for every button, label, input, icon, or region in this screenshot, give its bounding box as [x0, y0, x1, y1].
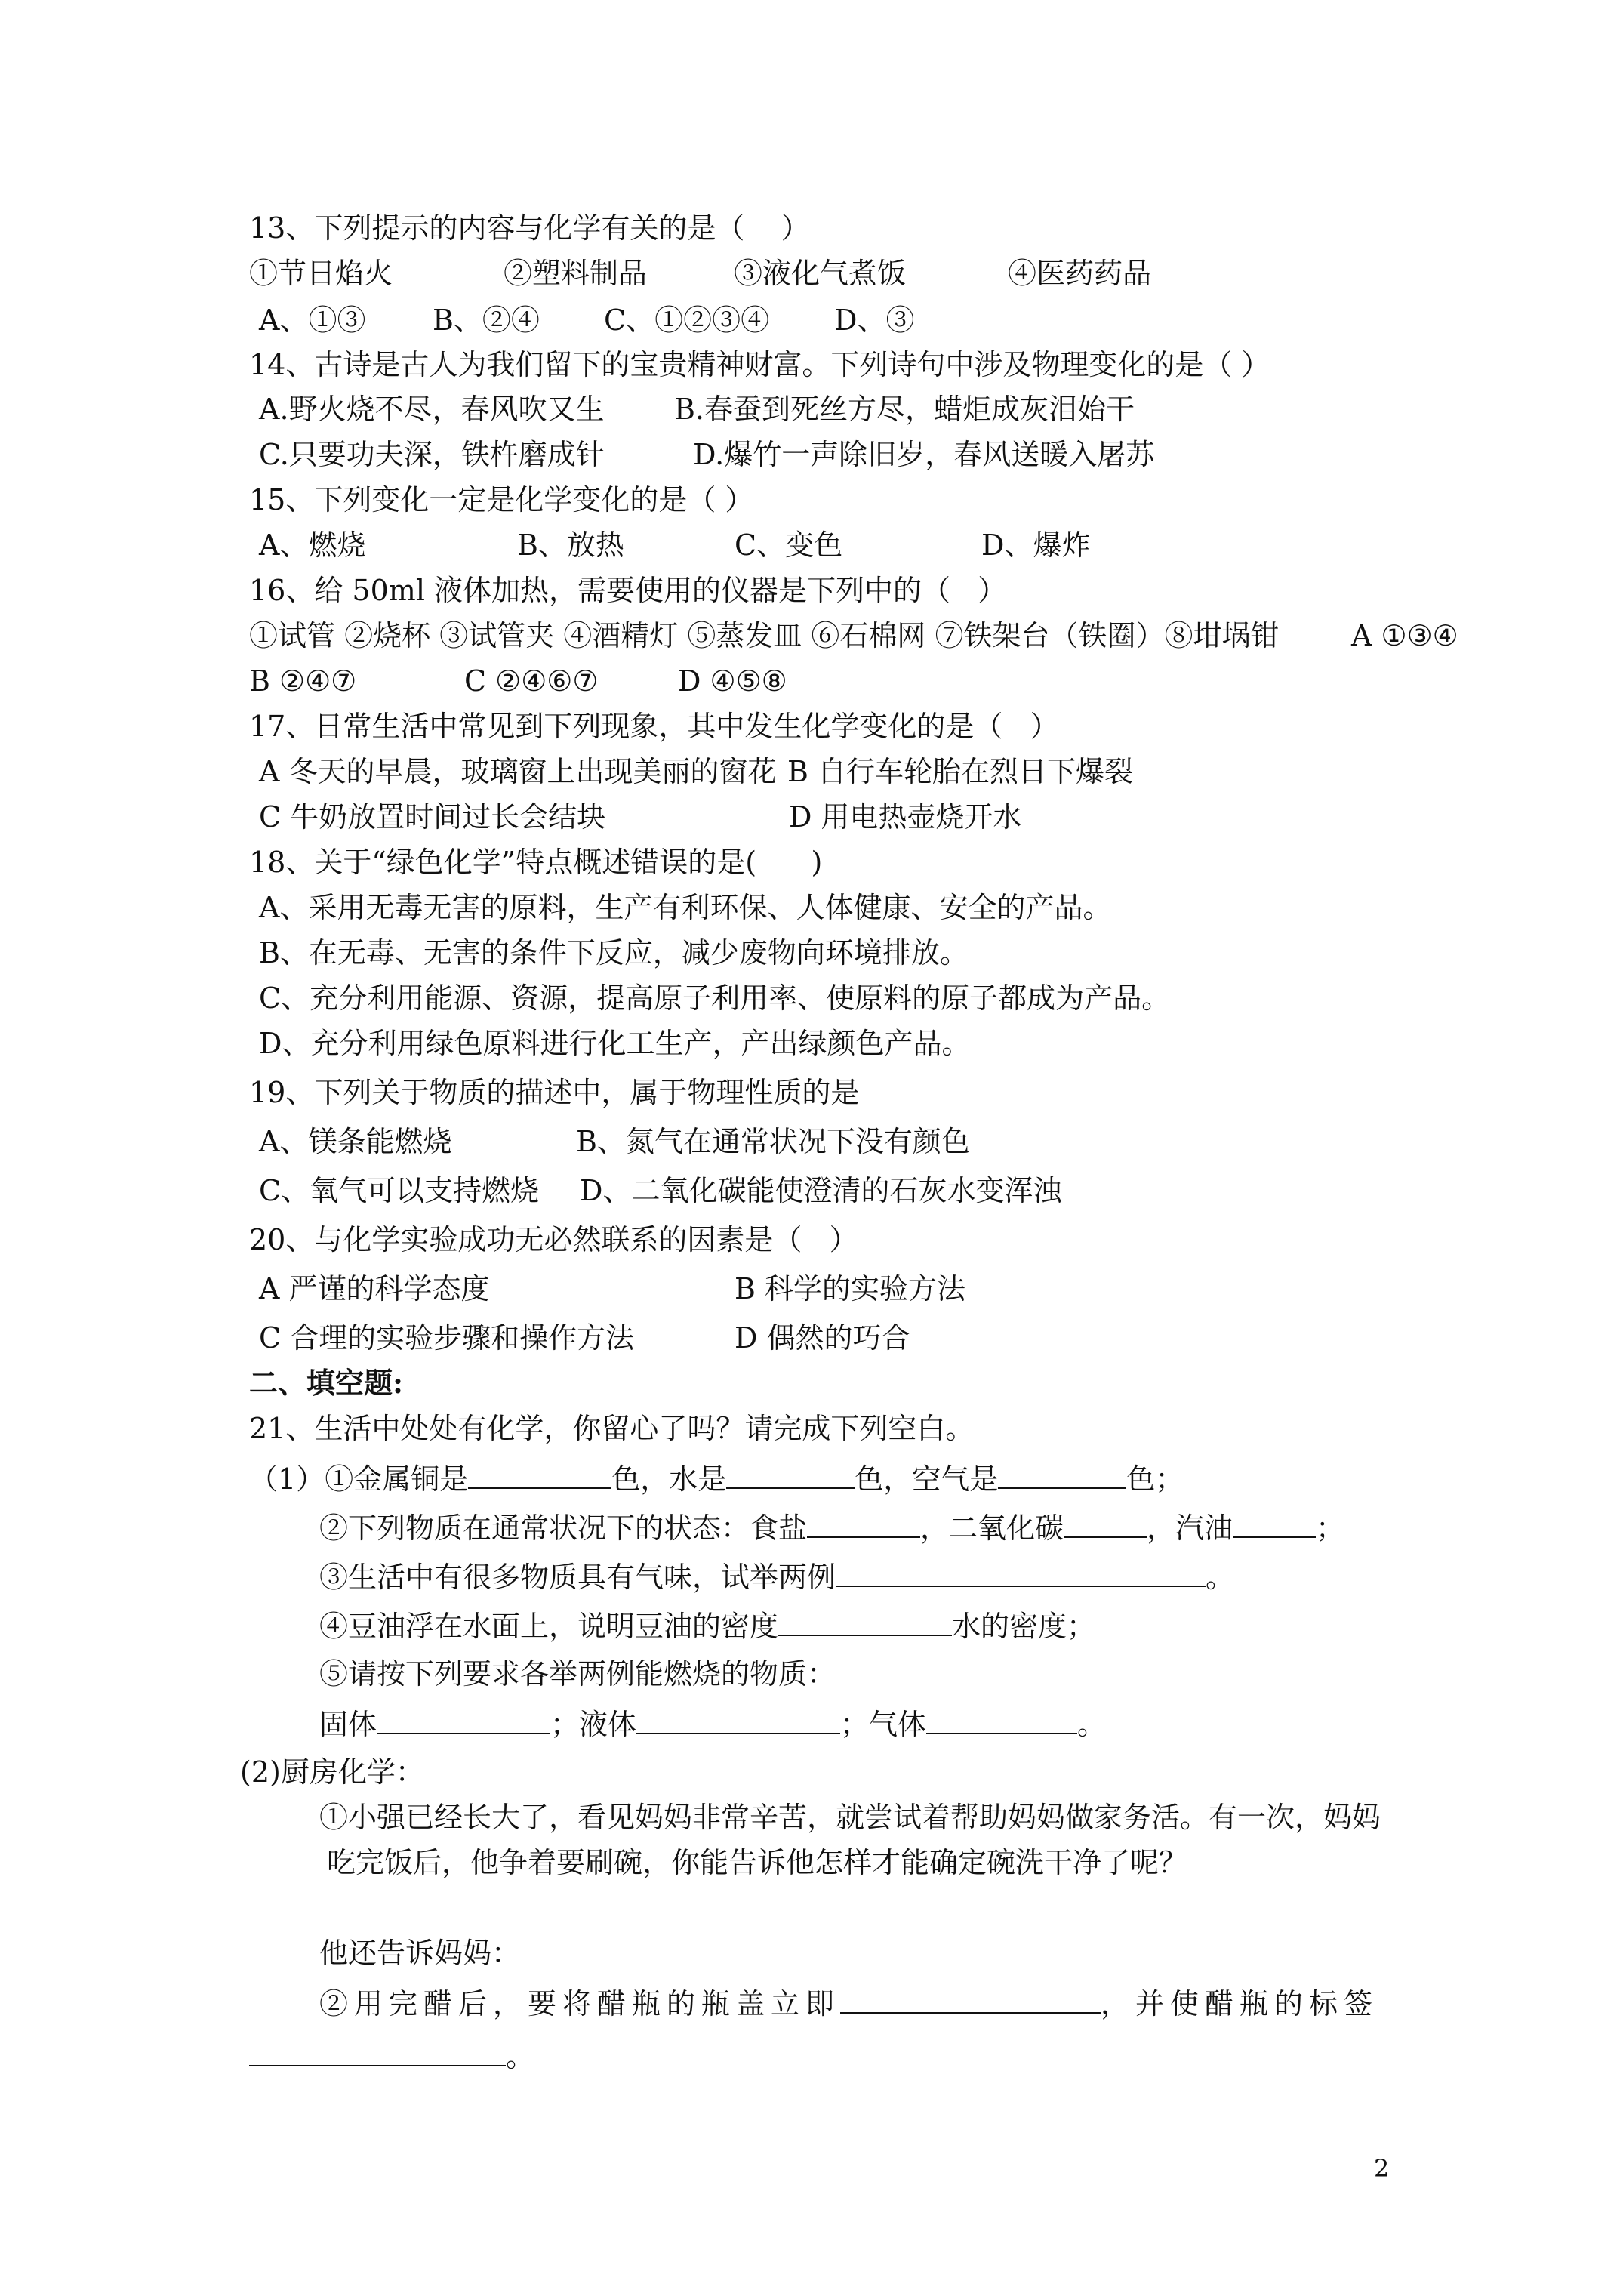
q20-stem: 20、与化学实验成功无必然联系的因素是（ ） — [249, 1223, 858, 1256]
q21-part1-line-d — [319, 1606, 1095, 1645]
q21-part1b-text-4: ； — [1316, 1512, 1345, 1545]
q21-part1a-text-2: 色，水是 — [611, 1462, 727, 1496]
page-number: 2 — [1374, 2154, 1390, 2183]
q21-part2-line-b: 他还告诉妈妈： — [319, 1937, 521, 1970]
q21-part1a-text-3: 色，空气是 — [855, 1462, 999, 1496]
q13-item-2: ②塑料制品 — [504, 257, 648, 290]
q14-option-d: D.爆竹一声除旧岁，春风送暖入屠苏 — [693, 438, 1155, 471]
q14-option-a: A.野火烧不尽，春风吹又生 — [259, 393, 605, 426]
q16-option-b: B ②④⑦ — [249, 664, 357, 698]
q21-part2-line-a2: 吃完饭后，他争着要刷碗，你能告诉他怎样才能确定碗洗干净了呢？ — [327, 1846, 1188, 1879]
q16-items: ①试管 ②烧杯 ③试管夹 ④酒精灯 ⑤蒸发皿 ⑥石棉网 ⑦铁架台（铁圈）⑧坩埚钳 — [249, 619, 1280, 652]
q21-part1d-text-1: ④豆油浮在水面上，说明豆油的密度 — [319, 1610, 779, 1643]
q16-option-c: C ②④⑥⑦ — [464, 664, 599, 698]
q17-option-a: A 冬天的早晨，玻璃窗上出现美丽的窗花 — [259, 755, 777, 788]
answer-blank[interactable] — [926, 1704, 1077, 1734]
answer-blank[interactable] — [1233, 1508, 1316, 1538]
q21-part1-line-f — [319, 1704, 1106, 1743]
q19-option-a: A、镁条能燃烧 — [259, 1125, 452, 1158]
q17-option-b: B 自行车轮胎在烈日下爆裂 — [787, 755, 1134, 788]
q21-part1-label: （1） — [249, 1462, 325, 1496]
q16-option-d: D ④⑤⑧ — [678, 664, 787, 698]
q16-stem: 16、给 50ml 液体加热，需要使用的仪器是下列中的（ ） — [249, 574, 1007, 607]
q21-part1-line-a — [249, 1459, 1184, 1498]
answer-blank[interactable] — [998, 1459, 1126, 1489]
q19-option-d: D、二氧化碳能使澄清的石灰水变浑浊 — [580, 1174, 1062, 1207]
q21-part1b-text-3: ，汽油 — [1147, 1512, 1233, 1545]
answer-blank[interactable] — [836, 1557, 1206, 1587]
q15-option-b: B、放热 — [517, 529, 624, 562]
q21-part1f-text-3: ；气体 — [840, 1708, 927, 1741]
q13-option-d: D、③ — [834, 304, 915, 337]
q21-part1-line-b — [319, 1508, 1344, 1547]
q18-option-b: B、在无毒、无害的条件下反应，减少废物向环境排放。 — [259, 936, 969, 969]
q21-part1a-text-1: ①金属铜是 — [325, 1462, 469, 1496]
q13-item-4: ④医药药品 — [1008, 257, 1152, 290]
answer-blank[interactable] — [726, 1459, 855, 1489]
q21-part2-line-a: ①小强已经长大了，看见妈妈非常辛苦，就尝试着帮助妈妈做家务活。有一次，妈妈 — [319, 1801, 1381, 1834]
q15-option-c: C、变色 — [735, 529, 843, 562]
section-heading: 二、填空题: — [249, 1366, 404, 1400]
q21-part1c-text-2: 。 — [1206, 1561, 1235, 1594]
q13-option-a: A、①③ — [259, 304, 366, 337]
q21-part1b-text-1: ②下列物质在通常状况下的状态：食盐 — [319, 1512, 808, 1545]
q17-option-d: D 用电热壶烧开水 — [789, 800, 1022, 834]
q21-stem: 21、生活中处处有化学，你留心了吗？请完成下列空白。 — [249, 1412, 975, 1445]
q16-option-a: A ①③④ — [1351, 619, 1458, 652]
q21-part2c-text-2: ，并使醋瓶的标签 — [1101, 1987, 1379, 2020]
q20-option-d: D 偶然的巧合 — [735, 1321, 910, 1354]
q18-option-a: A、采用无毒无害的原料，生产有利环保、人体健康、安全的产品。 — [259, 891, 1112, 924]
q13-option-c: C、①②③④ — [604, 304, 770, 337]
answer-blank[interactable] — [468, 1459, 611, 1489]
q13-item-1: ①节日焰火 — [249, 257, 393, 290]
q15-stem: 15、下列变化一定是化学变化的是（ ） — [249, 483, 754, 516]
q21-part1f-text-2: ；液体 — [550, 1708, 637, 1741]
answer-blank[interactable] — [778, 1606, 952, 1636]
q21-part1f-text-4: 。 — [1077, 1708, 1107, 1741]
q15-option-a: A、燃烧 — [259, 529, 366, 562]
q18-option-d: D、充分利用绿色原料进行化工生产，产出绿颜色产品。 — [259, 1027, 971, 1060]
q20-option-b: B 科学的实验方法 — [735, 1272, 966, 1305]
q21-part1b-text-2: ，二氧化碳 — [920, 1512, 1064, 1545]
answer-blank[interactable] — [840, 1983, 1101, 2014]
answer-blank[interactable] — [807, 1508, 920, 1538]
q21-part1-line-e: ⑤请按下列要求各举两例能燃烧的物质： — [319, 1657, 836, 1690]
q21-part2c-text-1: ②用完醋后，要将醋瓶的瓶盖立即 — [319, 1987, 841, 2020]
answer-blank[interactable] — [249, 2036, 506, 2066]
q14-option-b: B.春蚕到死丝方尽，蜡炬成灰泪始干 — [674, 393, 1135, 426]
q21-part2-label: (2)厨房化学： — [240, 1755, 424, 1789]
q21-part2-line-d — [249, 2036, 534, 2076]
q21-part1c-text-1: ③生活中有很多物质具有气味，试举两例 — [319, 1561, 836, 1594]
q19-stem: 19、下列关于物质的描述中，属于物理性质的是 — [249, 1076, 860, 1109]
answer-blank[interactable] — [636, 1704, 840, 1734]
q13-stem: 13、下列提示的内容与化学有关的是（ ） — [249, 211, 810, 245]
q21-part1-line-c — [319, 1557, 1234, 1596]
q21-part2-line-c — [319, 1983, 1378, 2023]
q18-option-c: C、充分利用能源、资源，提高原子利用率、使原料的原子都成为产品。 — [259, 982, 1171, 1015]
q13-item-3: ③液化气煮饭 — [734, 257, 907, 290]
q14-stem: 14、古诗是古人为我们留下的宝贵精神财富。下列诗句中涉及物理变化的是（ ） — [249, 348, 1270, 381]
q21-part1a-text-4: 色； — [1126, 1462, 1184, 1496]
q21-part1f-text-1: 固体 — [319, 1708, 377, 1741]
answer-blank[interactable] — [1064, 1508, 1147, 1538]
q21-part1d-text-2: 水的密度； — [952, 1610, 1096, 1643]
q17-stem: 17、日常生活中常见到下列现象，其中发生化学变化的是（ ） — [249, 710, 1059, 743]
answer-blank[interactable] — [377, 1704, 550, 1734]
q21-part2d-text: 。 — [506, 2040, 535, 2073]
q17-option-c: C 牛奶放置时间过长会结块 — [259, 800, 606, 834]
q18-stem: 18、关于“绿色化学”特点概述错误的是( ) — [249, 846, 823, 879]
q19-option-b: B、氮气在通常状况下没有颜色 — [576, 1125, 970, 1158]
q20-option-a: A 严谨的科学态度 — [259, 1272, 490, 1305]
q15-option-d: D、爆炸 — [981, 529, 1091, 562]
q20-option-c: C 合理的实验步骤和操作方法 — [259, 1321, 635, 1354]
q19-option-c: C、氧气可以支持燃烧 — [259, 1174, 540, 1207]
q14-option-c: C.只要功夫深，铁杵磨成针 — [259, 438, 605, 471]
q13-option-b: B、②④ — [433, 304, 540, 337]
